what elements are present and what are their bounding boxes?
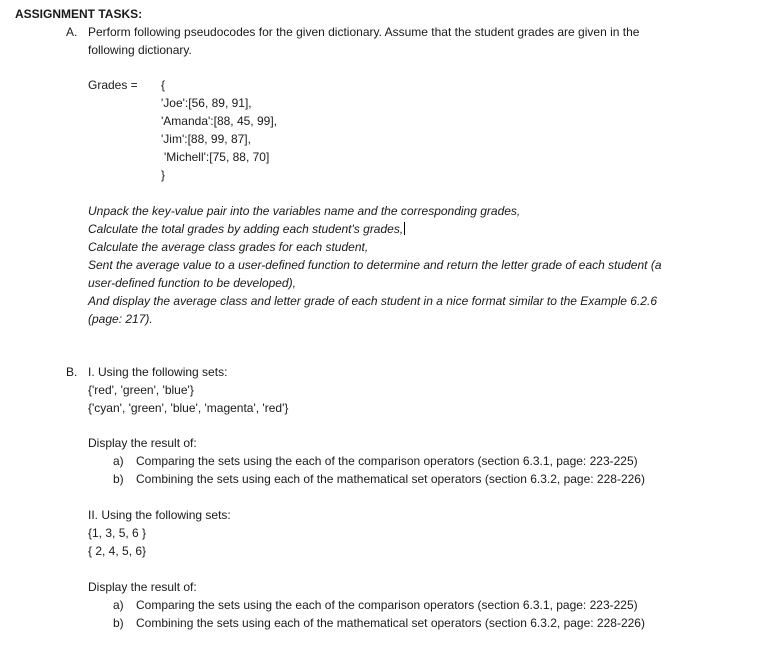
dict-entry-jim: 'Jim':[88, 99, 87], — [161, 132, 251, 146]
assignment-heading: ASSIGNMENT TASKS: — [15, 7, 143, 21]
section-a-intro-line1: Perform following pseudocodes for the given dictionary. Assume that the student grades are given in the — [88, 25, 640, 39]
dict-open-brace: { — [161, 78, 166, 92]
pseudocode-line: Sent the average value to a user-defined function to determine and return the letter grade of each student (a — [88, 258, 662, 272]
section-a-intro-line2: following dictionary. — [88, 43, 192, 57]
part2-set-2: { 2, 4, 5, 6} — [88, 544, 147, 558]
pseudocode-line: And display the average class and letter grade of each student in a nice format similar to the Example 6.2.6 — [88, 294, 657, 308]
part1-display-label: Display the result of: — [88, 436, 197, 450]
pseudocode-line: Unpack the key-value pair into the variables name and the corresponding grades, — [88, 204, 521, 218]
part1-set-1: {'red', 'green', 'blue'} — [88, 383, 194, 397]
part1-item-a: Comparing the sets using the each of the comparison operators (section 6.3.1, page: 223-225) — [136, 454, 638, 468]
part2-item-a: Comparing the sets using the each of the comparison operators (section 6.3.1, page: 223-225) — [136, 598, 638, 612]
section-b-marker: B. — [66, 365, 78, 379]
part1-set-2: {'cyan', 'green', 'blue', 'magenta', 'red'} — [88, 401, 289, 415]
part2-set-1: {1, 3, 5, 6 } — [88, 526, 147, 540]
pseudocode-line: Calculate the average class grades for each student, — [88, 240, 369, 254]
part1-item-b: Combining the sets using each of the mathematical set operators (section 6.3.2, page: 228-226) — [136, 472, 645, 486]
part2-item-b-marker: b) — [113, 616, 124, 630]
part2-item-b: Combining the sets using each of the mathematical set operators (section 6.3.2, page: 228-226) — [136, 616, 645, 630]
part2-display-label: Display the result of: — [88, 580, 197, 594]
pseudocode-line: (page: 217). — [88, 312, 153, 326]
dict-close-brace: } — [161, 168, 166, 182]
part2-item-a-marker: a) — [113, 598, 124, 612]
part2-title: II. Using the following sets: — [88, 508, 231, 522]
part1-item-b-marker: b) — [113, 472, 124, 486]
part1-title: I. Using the following sets: — [88, 365, 228, 379]
dict-entry-joe: 'Joe':[56, 89, 91], — [161, 96, 252, 110]
pseudocode-line: Calculate the total grades by adding each student's grades, — [88, 222, 404, 236]
pseudocode-line: user-defined function to be developed), — [88, 276, 296, 290]
part1-item-a-marker: a) — [113, 454, 124, 468]
grades-label: Grades = — [88, 78, 138, 92]
dict-entry-amanda: 'Amanda':[88, 45, 99], — [161, 114, 277, 128]
text-cursor — [404, 222, 405, 235]
dict-entry-michell: 'Michell':[75, 88, 70] — [164, 150, 270, 164]
section-a-marker: A. — [66, 25, 78, 39]
